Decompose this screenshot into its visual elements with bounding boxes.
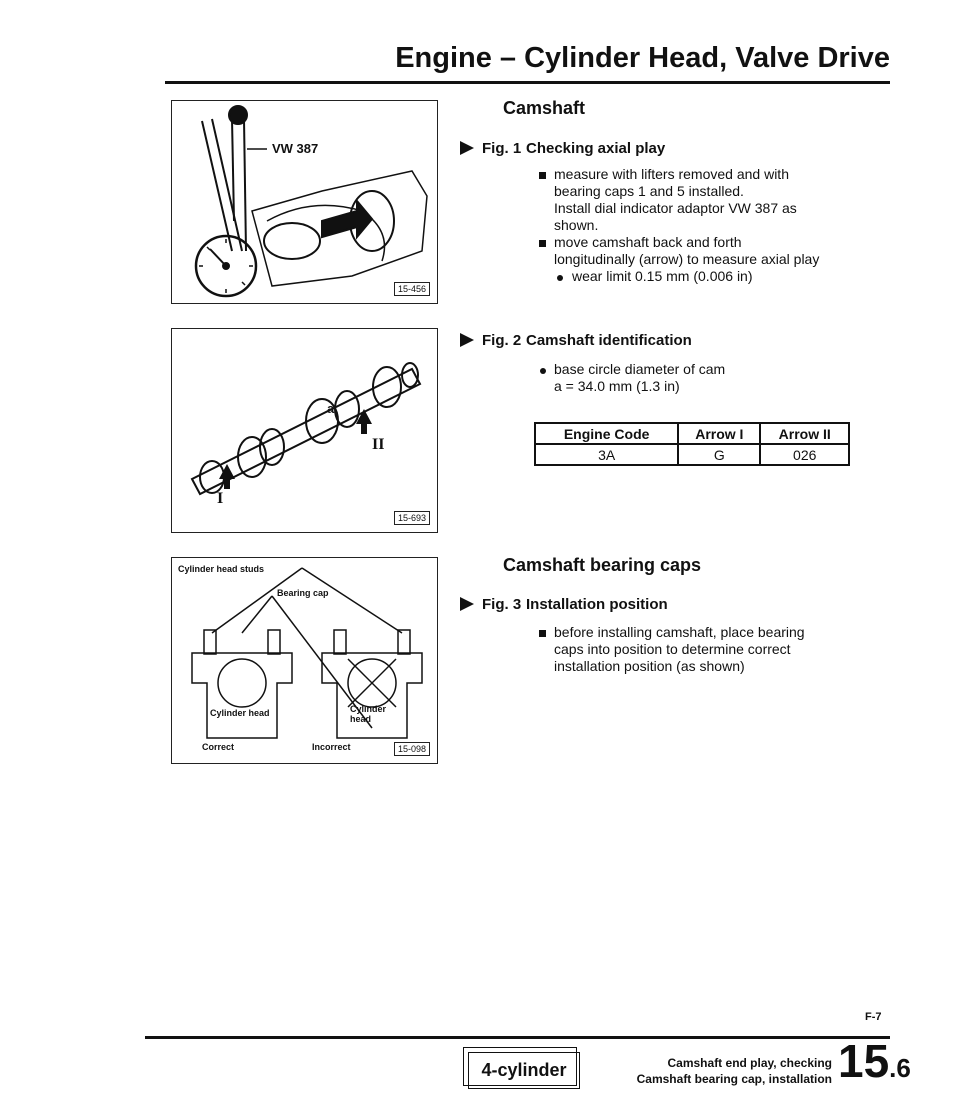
figure-1-dial-indicator	[171, 100, 438, 304]
page-title: Engine – Cylinder Head, Valve Drive	[395, 42, 890, 74]
dial-indicator-illustration	[172, 101, 437, 303]
text-line: move camshaft back and forth	[554, 234, 742, 250]
round-bullet-icon	[540, 368, 546, 374]
fig2-bullet	[554, 361, 725, 395]
square-bullet-icon	[539, 240, 546, 247]
figure-2-camshaft	[171, 328, 438, 533]
fig1-sub-bullet: wear limit 0.15 mm (0.006 in)	[572, 268, 753, 284]
fig3-bullet	[554, 624, 805, 675]
pointer-triangle-icon	[460, 333, 474, 347]
cylinder-head-label-right-line1: Cylinder	[350, 704, 387, 714]
table-header-cell: Arrow II	[760, 423, 849, 444]
text-line: caps into position to determine correct	[554, 641, 791, 657]
fig1-bullet-2	[554, 234, 819, 268]
text-line: measure with lifters removed and with	[554, 166, 789, 182]
correct-label: Correct	[202, 742, 235, 752]
fig-ref-title: Camshaft identification	[526, 332, 692, 349]
pointer-triangle-icon	[460, 597, 474, 611]
bearing-cap-label: Bearing cap	[277, 588, 329, 598]
text-line: installation position (as shown)	[554, 658, 745, 674]
table-cell: 026	[760, 444, 849, 465]
table-header-cell: Engine Code	[535, 423, 678, 444]
table-cell: G	[678, 444, 760, 465]
square-bullet-icon	[539, 172, 546, 179]
arrow-label-a: a	[327, 401, 335, 416]
fig2-reference	[460, 332, 692, 349]
fig1-reference	[460, 140, 665, 157]
camshaft-code-table	[534, 422, 850, 466]
page-code: F-7	[865, 1011, 882, 1023]
figure-3-bearing-caps	[171, 557, 438, 764]
cylinder-head-label-left: Cylinder head	[210, 708, 270, 718]
text-line: Install dial indicator adaptor VW 387 as	[554, 200, 797, 216]
text-line: bearing caps 1 and 5 installed.	[554, 183, 744, 199]
header-rule	[165, 81, 890, 84]
footer-badge: 4-cylinder	[468, 1052, 580, 1089]
table-header-row	[535, 423, 849, 444]
table-cell: 3A	[535, 444, 678, 465]
tool-label: VW 387	[272, 141, 319, 156]
round-bullet-icon	[557, 275, 563, 281]
fig-ref-number: Fig. 2	[482, 332, 522, 349]
fig3-reference	[460, 596, 668, 613]
table-row	[535, 444, 849, 465]
footer-rule	[145, 1036, 890, 1039]
section-heading-camshaft: Camshaft	[503, 98, 586, 118]
section-number	[838, 1035, 911, 1087]
fig1-bullet-1	[554, 166, 797, 234]
section-heading-bearing-caps: Camshaft bearing caps	[503, 555, 702, 575]
text-line: base circle diameter of cam	[554, 361, 726, 377]
table-header-cell: Arrow I	[678, 423, 760, 444]
footer-caption-line1: Camshaft end play, checking	[667, 1056, 832, 1070]
square-bullet-icon	[539, 630, 546, 637]
text-line: longitudinally (arrow) to measure axial play	[554, 251, 820, 267]
figure-number: 15-098	[394, 742, 430, 756]
text-line: a = 34.0 mm (1.3 in)	[554, 378, 680, 394]
fig-ref-title: Installation position	[526, 596, 668, 613]
cylinder-head-label-right-line2: head	[350, 714, 372, 724]
text-line: before installing camshaft, place bearing	[554, 624, 805, 640]
figure-number: 15-693	[394, 511, 430, 525]
studs-label: Cylinder head studs	[178, 564, 265, 574]
section-number-main: 15	[838, 1035, 890, 1087]
incorrect-label: Incorrect	[312, 742, 351, 752]
text-line: shown.	[554, 217, 599, 233]
footer-caption-line2: Camshaft bearing cap, installation	[636, 1072, 832, 1086]
arrow-label-I: I	[217, 490, 224, 507]
camshaft-illustration	[172, 329, 437, 532]
arrow-label-II: II	[372, 436, 385, 453]
fig-ref-title: Checking axial play	[526, 140, 666, 157]
section-number-sub: .6	[889, 1053, 911, 1083]
cylinder-head-label-right	[350, 704, 386, 724]
footer-caption	[592, 1055, 832, 1087]
figure-number: 15-456	[394, 282, 430, 296]
fig-ref-number: Fig. 3	[482, 596, 522, 613]
pointer-triangle-icon	[460, 141, 474, 155]
fig-ref-number: Fig. 1	[482, 140, 522, 157]
